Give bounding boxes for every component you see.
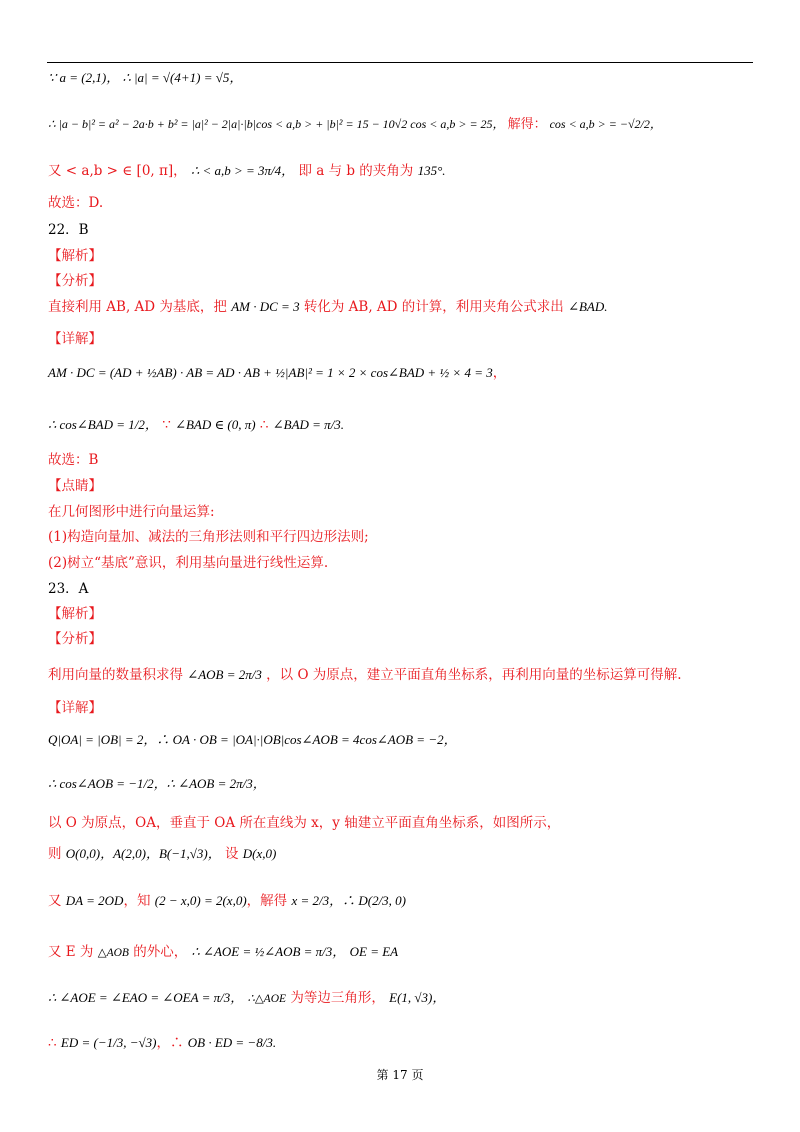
q23-tag-fenxi: 【分析】 [48,631,102,647]
q23-eq1: Q|OA| = |OB| = 2，∴ OA · OB = |OA|·|OB|cos∠AOB = 4cos∠AOB = −2， [48,732,457,747]
q22-analysis: 直接利用 AB, AD 为基底，把 AM · DC = 3 转化为 AB, AD 的计算，利用夹角公式求出 ∠BAD. [48,299,608,315]
q22-tag-dianjing: 【点睛】 [48,478,102,494]
q23-equilateral: ∴ ∠AOE = ∠EAO = ∠OEA = π/3， ∴△AOE 为等边三角形， E(1, √3)， [48,990,446,1006]
page-footer: 第 17 页 [376,1068,424,1082]
q22-tip-1: 在几何图形中进行向量运算: [48,504,215,520]
q22-tip-2: (1)构造向量加、减法的三角形法则和平行四边形法则; [48,529,369,545]
q22-eq1: AM · DC = (AD + ½AB) · AB = AD · AB + ½|AB|² = 1 × 2 × cos∠BAD + ½ × 4 = 3， [48,365,507,381]
q22-tag-jiexi: 【解析】 [48,248,102,264]
q23-coordinate-setup: 以 O 为原点，OA，垂直于 OA 所在直线为 x，y 轴建立平面直角坐标系，如图所示， [48,815,561,831]
q22-answer: 故选：B [48,452,99,468]
q22-tag-fenxi: 【分析】 [48,273,102,289]
q23-analysis: 利用向量的数量积求得 ∠AOB = 2π/3 ，以 O 为原点，建立平面直角坐标系，再利用向量的坐标运算可得解. [48,667,682,683]
header-rule [47,62,753,63]
q23-tag-jiexi: 【解析】 [48,606,102,622]
q23-circumcenter: 又 E 为 △AOB 的外心， ∴ ∠AOE = ½∠AOB = π/3， OE = EA [48,944,399,960]
line-expansion: ∴ |a − b|² = a² − 2a·b + b² = |a|² − 2|a|·|b|cos < a,b > + |b|² = 15 − 10√2 cos < a,b > = 25， 解得： cos < a,b > = −√2/2， [48,117,662,132]
q23-result: ∴ ED = (−1/3, −√3)，∴ OB · ED = −8/3. [48,1035,277,1051]
q23-point-d: 又 DA = 2OD，知 (2 − x,0) = 2(x,0)，解得 x = 2/3，∴ D(2/3, 0) [48,893,407,909]
q22-tip-3: (2)树立“基底”意识，利用基向量进行线性运算. [48,555,329,571]
line-angle-range: 又 < a,b > ∈ [0, π]， ∴ < a,b > = 3π/4， 即 a 与 b 的夹角为 135°. [48,163,446,179]
answer-21: 故选：D. [48,195,104,211]
q23-eq2: ∴ cos∠AOB = −1/2，∴ ∠AOB = 2π/3， [48,776,266,791]
q23-points: 则 O(0,0)，A(2,0)，B(−1,√3)， 设 D(x,0) [48,846,277,862]
q22-eq2: ∴ cos∠BAD = 1/2， ∵ ∠BAD ∈ (0, π) ∴ ∠BAD = π/3. [48,417,345,433]
line-given-a: ∵ a = (2,1)， ∴ |a| = √(4+1) = √5， [48,70,243,85]
q23-tag-xiangjie: 【详解】 [48,700,102,716]
q22-number: 22．B [48,222,89,238]
q23-number: 23．A [48,581,89,597]
q22-tag-xiangjie: 【详解】 [48,331,102,347]
